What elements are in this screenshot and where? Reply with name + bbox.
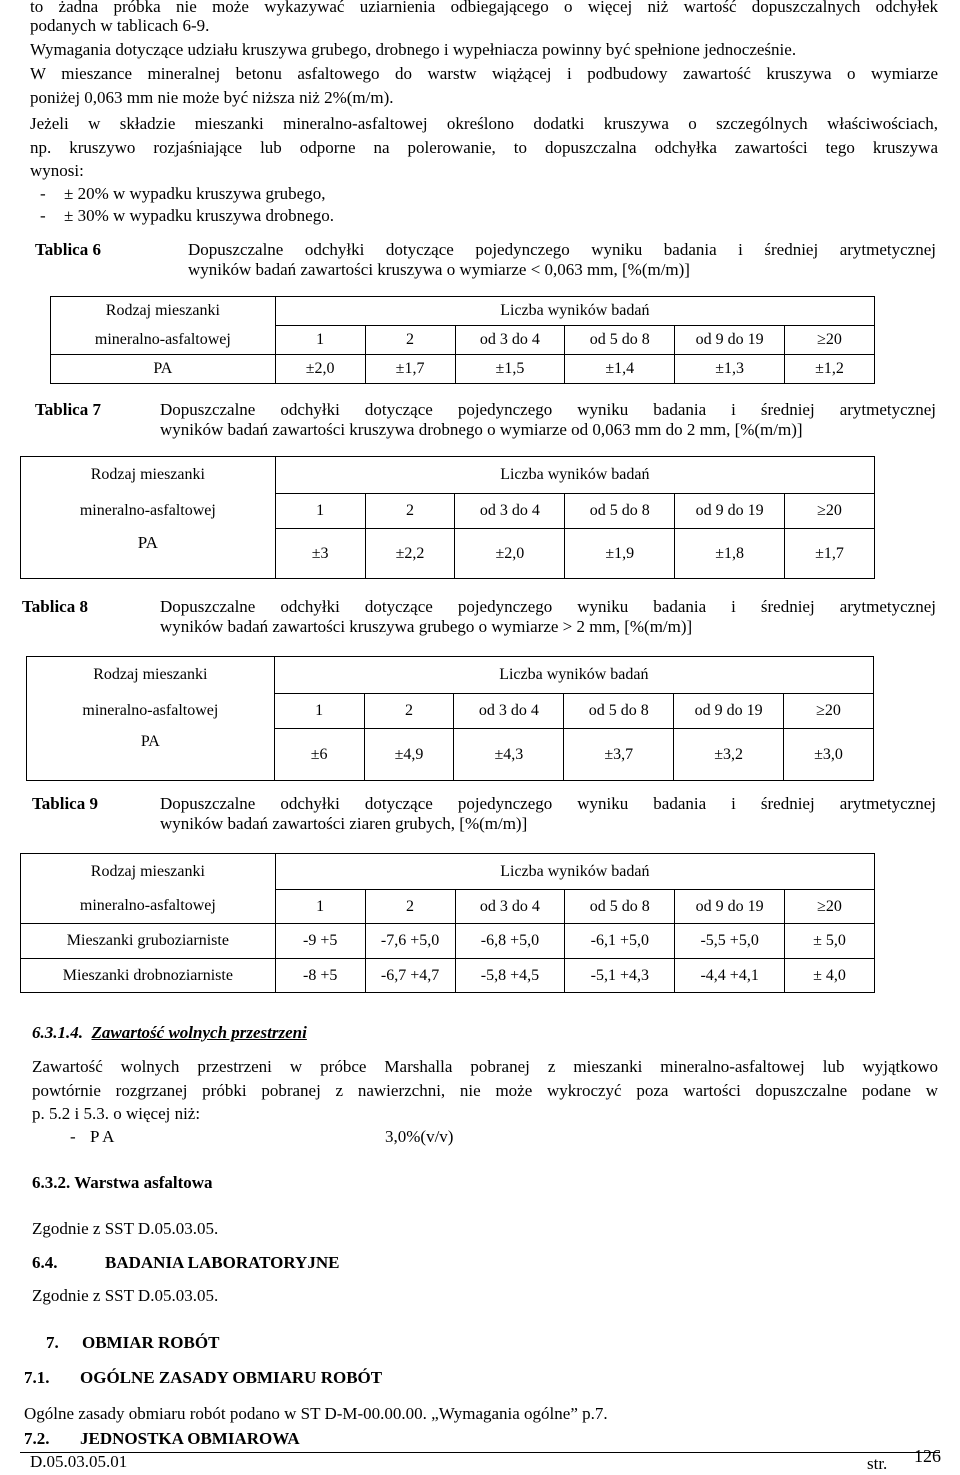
footer-page-number: 126: [914, 1446, 941, 1466]
intro-line: podanych w tablicach 6-9.: [30, 16, 210, 35]
bullet-dash: -: [40, 206, 46, 225]
table-row: Mieszanki gruboziarniste -9 +5 -7,6 +5,0 -6,8 +5,0 -6,1 +5,0 -5,5 +5,0 ± 5,0: [21, 924, 875, 959]
header-label: Rodzaj mieszanki: [21, 854, 276, 890]
table-6: [50, 296, 875, 384]
intro-line: np. kruszywo rozjaśniające lub odporne na polerowanie, to dopuszczalna odchyłka zawartości tego kruszywa: [30, 138, 938, 157]
table-caption: Tablica 7: [35, 400, 101, 419]
intro-line: Wymagania dotyczące udziału kruszywa grubego, drobnego i wypełniacza powinny być spełnione jednocześnie.: [30, 40, 797, 59]
table-9: [20, 853, 875, 993]
header-label: Rodzaj mieszanki: [21, 457, 276, 494]
column-header: od 9 do 19: [675, 326, 785, 355]
paragraph-line: p. 5.2 i 5.3. o więcej niż:: [32, 1104, 201, 1123]
header-label: mineralno-asfaltowej: [27, 694, 275, 729]
table-description: Dopuszczalne odchyłki dotyczące pojedynczego wyniku badania i średniej arytmetycznej wyników badań zawartości kruszywa drobnego o wymiarze od 0,063 mm do 2 mm, [%(m/m)]: [160, 400, 936, 439]
column-header: ≥20: [785, 494, 875, 529]
column-header: od 3 do 4: [455, 890, 565, 924]
column-header: 1: [275, 494, 365, 529]
table-description: Dopuszczalne odchyłki dotyczące pojedynczego wyniku badania i średniej arytmetycznej wyników badań zawartości ziaren grubych, [%(m/m)]: [160, 794, 936, 833]
section-title: JEDNOSTKA OBMIAROWA: [80, 1429, 300, 1448]
header-group: Liczba wyników badań: [275, 854, 874, 890]
table-caption: Tablica 6: [35, 240, 101, 259]
column-header: 1: [274, 694, 364, 729]
header-group: Liczba wyników badań: [275, 297, 874, 326]
column-header: 1: [275, 890, 365, 924]
paragraph-line: Zgodnie z SST D.05.03.05.: [32, 1219, 219, 1238]
paragraph-line: powtórnie rozgrzanej próbki pobranej z nawierzchni, nie może wykroczyć poza wartości dopuszczalne podane w: [32, 1081, 938, 1100]
column-header: 2: [364, 694, 454, 729]
column-header: od 5 do 8: [565, 494, 675, 529]
column-header: 2: [365, 890, 455, 924]
section-number: 7.: [46, 1333, 59, 1352]
footer-code: D.05.03.05.01: [30, 1452, 128, 1471]
column-header: od 9 do 19: [675, 494, 785, 529]
column-header: od 5 do 8: [565, 326, 675, 355]
column-header: 2: [365, 326, 455, 355]
column-header: ≥20: [784, 694, 874, 729]
column-header: od 5 do 8: [564, 694, 674, 729]
column-header: 1: [275, 326, 365, 355]
column-header: od 9 do 19: [674, 694, 784, 729]
section-number: 6.3.1.4.: [32, 1023, 83, 1042]
section-title: BADANIA LABORATORYJNE: [105, 1253, 340, 1272]
header-label: mineralno-asfaltowej: [21, 890, 276, 924]
table-8: [26, 656, 874, 781]
intro-line: W mieszance mineralnej betonu asfaltowego do warstw wiążącej i podbudowy zawartość kruszywa o wymiarze: [30, 64, 938, 83]
item-label: P A: [90, 1127, 115, 1146]
section-heading: 6.3.2. Warstwa asfaltowa: [32, 1173, 213, 1192]
section-heading: [32, 1023, 307, 1043]
section-number: 6.4.: [32, 1253, 58, 1272]
table-row: PA ±6 ±4,9 ±4,3 ±3,7 ±3,2 ±3,0: [27, 729, 874, 781]
footer-divider: [20, 1452, 940, 1453]
header-label: mineralno-asfaltowej: [21, 494, 276, 529]
column-header: od 3 do 4: [455, 494, 565, 529]
section-title: OGÓLNE ZASADY OBMIARU ROBÓT: [80, 1368, 383, 1387]
table-caption: Tablica 8: [22, 597, 88, 616]
table-row: PA ±3 ±2,2 ±2,0 ±1,9 ±1,8 ±1,7: [21, 529, 875, 579]
intro-line: to żadna próbka nie może wykazywać uziarnienia odbiegającego o więcej niż wartość dopuszczalnych odchyłek: [30, 0, 938, 16]
section-number: 7.2.: [24, 1429, 50, 1448]
header-group: Liczba wyników badań: [274, 657, 873, 694]
intro-line: wynosi:: [30, 161, 84, 180]
column-header: 2: [365, 494, 455, 529]
column-header: od 9 do 19: [675, 890, 785, 924]
table-description: Dopuszczalne odchyłki dotyczące pojedynczego wyniku badania i średniej arytmetycznej wyników badań zawartości kruszywa o wymiarze < 0,063 mm, [%(m/m)]: [188, 240, 936, 279]
header-group: Liczba wyników badań: [275, 457, 874, 494]
column-header: od 5 do 8: [565, 890, 675, 924]
table-row: Mieszanki drobnoziarniste -8 +5 -6,7 +4,7 -5,8 +4,5 -5,1 +4,3 -4,4 +4,1 ± 4,0: [21, 959, 875, 993]
table-row: PA ±2,0 ±1,7 ±1,5 ±1,4 ±1,3 ±1,2: [51, 355, 875, 384]
intro-line: Jeżeli w składzie mieszanki mineralno-asfaltowej określono dodatki kruszywa o szczególnych właściwościach,: [30, 114, 938, 133]
intro-line: poniżej 0,063 mm nie może być niższa niż 2%(m/m).: [30, 88, 394, 107]
section-title: Zawartość wolnych przestrzeni: [91, 1023, 307, 1042]
bullet-item: ± 30% w wypadku kruszywa drobnego.: [64, 206, 334, 225]
bullet-dash: -: [70, 1127, 76, 1146]
bullet-dash: -: [40, 184, 46, 203]
table-7: [20, 456, 875, 579]
paragraph-line: Zgodnie z SST D.05.03.05.: [32, 1286, 219, 1305]
footer-page-label: str.: [867, 1454, 888, 1473]
column-header: od 3 do 4: [454, 694, 564, 729]
section-title: OBMIAR ROBÓT: [82, 1333, 220, 1352]
paragraph-line: Ogólne zasady obmiaru robót podano w ST D-M-00.00.00. „Wymagania ogólne” p.7.: [24, 1404, 608, 1423]
paragraph-line: Zawartość wolnych przestrzeni w próbce Marshalla pobranej z mieszanki mineralno-asfaltowej lub wyjątkowo: [32, 1057, 938, 1076]
column-header: od 3 do 4: [455, 326, 565, 355]
header-label: Rodzaj mieszanki: [51, 297, 276, 326]
section-number: 7.1.: [24, 1368, 50, 1387]
table-description: Dopuszczalne odchyłki dotyczące pojedynczego wyniku badania i średniej arytmetycznej wyników badań zawartości kruszywa grubego o wymiarze > 2 mm, [%(m/m)]: [160, 597, 936, 636]
column-header: ≥20: [785, 326, 875, 355]
column-header: ≥20: [785, 890, 875, 924]
header-label: Rodzaj mieszanki: [27, 657, 275, 694]
item-value: 3,0%(v/v): [385, 1127, 454, 1146]
bullet-item: ± 20% w wypadku kruszywa grubego,: [64, 184, 326, 203]
header-label: mineralno-asfaltowej: [51, 326, 276, 355]
table-caption: Tablica 9: [32, 794, 98, 813]
